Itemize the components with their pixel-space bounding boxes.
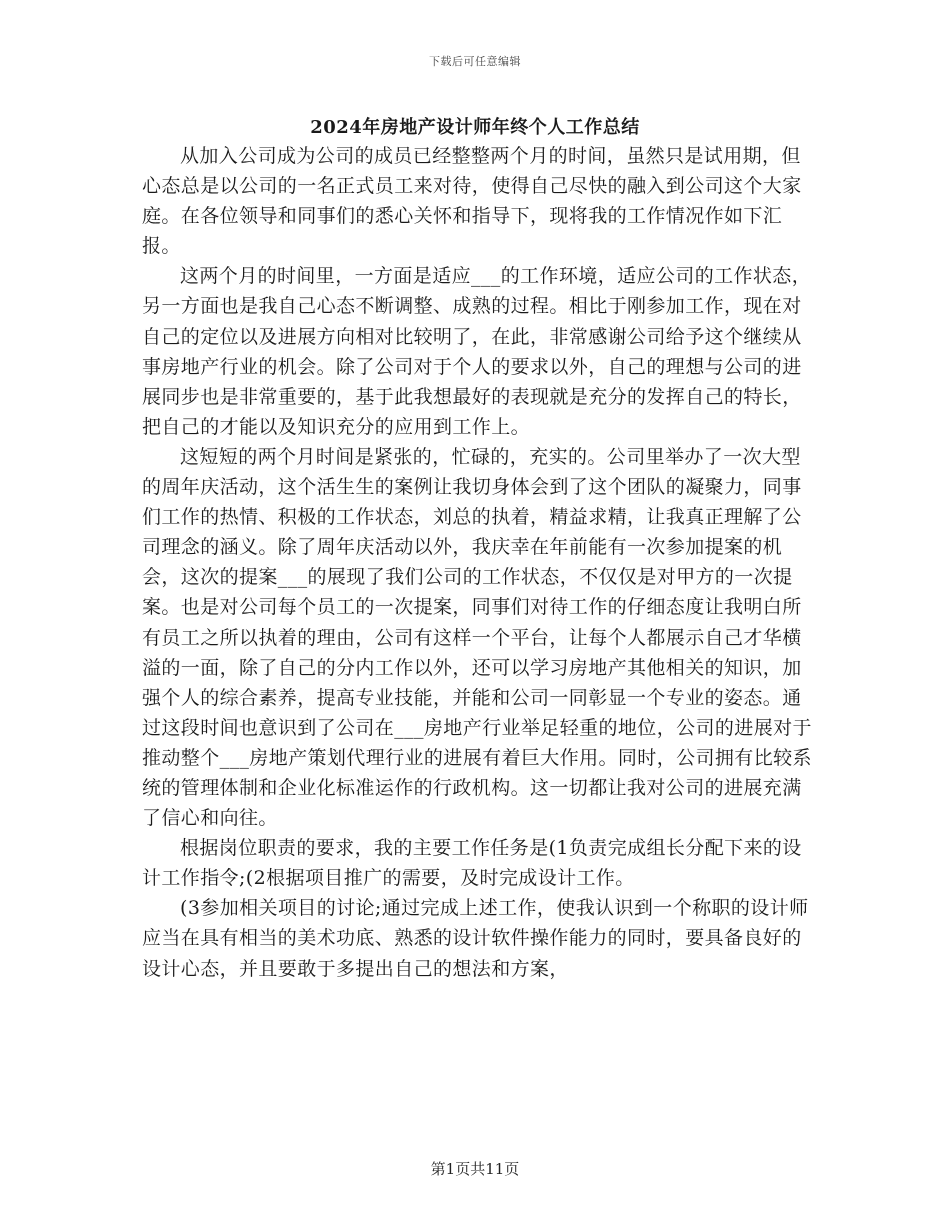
paragraph: 这短短的两个月时间是紧张的，忙碌的，充实的。公司里举办了一次大型的周年庆活动，这个活生生的案例让我切身体会到了这个团队的凝聚力，同事们工作的热情、积极的工作状态，刘总的执着，精益求精，让我真正理解了公司理念的涵义。除了周年庆活动以外，我庆幸在年前能有一次参加提案的机会，这次的提案___的展现了我们公司的工作状态，不仅仅是对甲方的一次提案。也是对公司每个员工的一次提案，同事们对待工作的仔细态度让我明白所有员工之所以执着的理由，公司有这样一个平台，让每个人都展示自己才华横溢的一面，除了自己的分内工作以外，还可以学习房地产其他相关的知识，加强个人的综合素养，提高专业技能，并能和公司一同彰显一个专业的姿态。通过这段时间也意识到了公司在___房地产行业举足轻重的地位，公司的进展对于推动整个___房地产策划代理行业的进展有着巨大作用。同时，公司拥有比较系统的管理体制和企业化标准运作的行政机构。这一切都让我对公司的进展充满了信心和向往。 [142, 445, 812, 830]
paragraph: (3参加相关项目的讨论;通过完成上述工作，使我认识到一个称职的设计师应当在具有相当的美术功底、熟悉的设计软件操作能力的同时，要具备良好的设计心态，并且要敢于多提出自己的想法和方案， [142, 897, 809, 980]
header-note: 下载后可任意编辑 [429, 55, 521, 68]
paragraph: 这两个月的时间里，一方面是适应___的工作环境，适应公司的工作状态，另一方面也是我自己心态不断调整、成熟的过程。相比于刚参加工作，现在对自己的定位以及进展方向相对比较明了，在此，非常感谢公司给予这个继续从事房地产行业的机会。除了公司对于个人的要求以外，自己的理想与公司的进展同步也是非常重要的，基于此我想最好的表现就是充分的发挥自己的特长，把自己的才能以及知识充分的应用到工作上。 [142, 265, 812, 438]
document-body [142, 141, 818, 984]
paragraph: 从加入公司成为公司的成员已经整整两个月的时间，虽然只是试用期，但心态总是以公司的一名正式员工来对待，使得自己尽快的融入到公司这个大家庭。在各位领导和同事们的悉心关怀和指导下，现将我的工作情况作如下汇报。 [142, 145, 802, 258]
document-title: 2024年房地产设计师年终个人工作总结 [310, 117, 640, 138]
paragraph: 根据岗位职责的要求，我的主要工作任务是(1负责完成组长分配下来的设计工作指令;(2根据项目推广的需要，及时完成设计工作。 [142, 837, 802, 890]
page-number: 第1页共11页 [430, 1160, 520, 1178]
